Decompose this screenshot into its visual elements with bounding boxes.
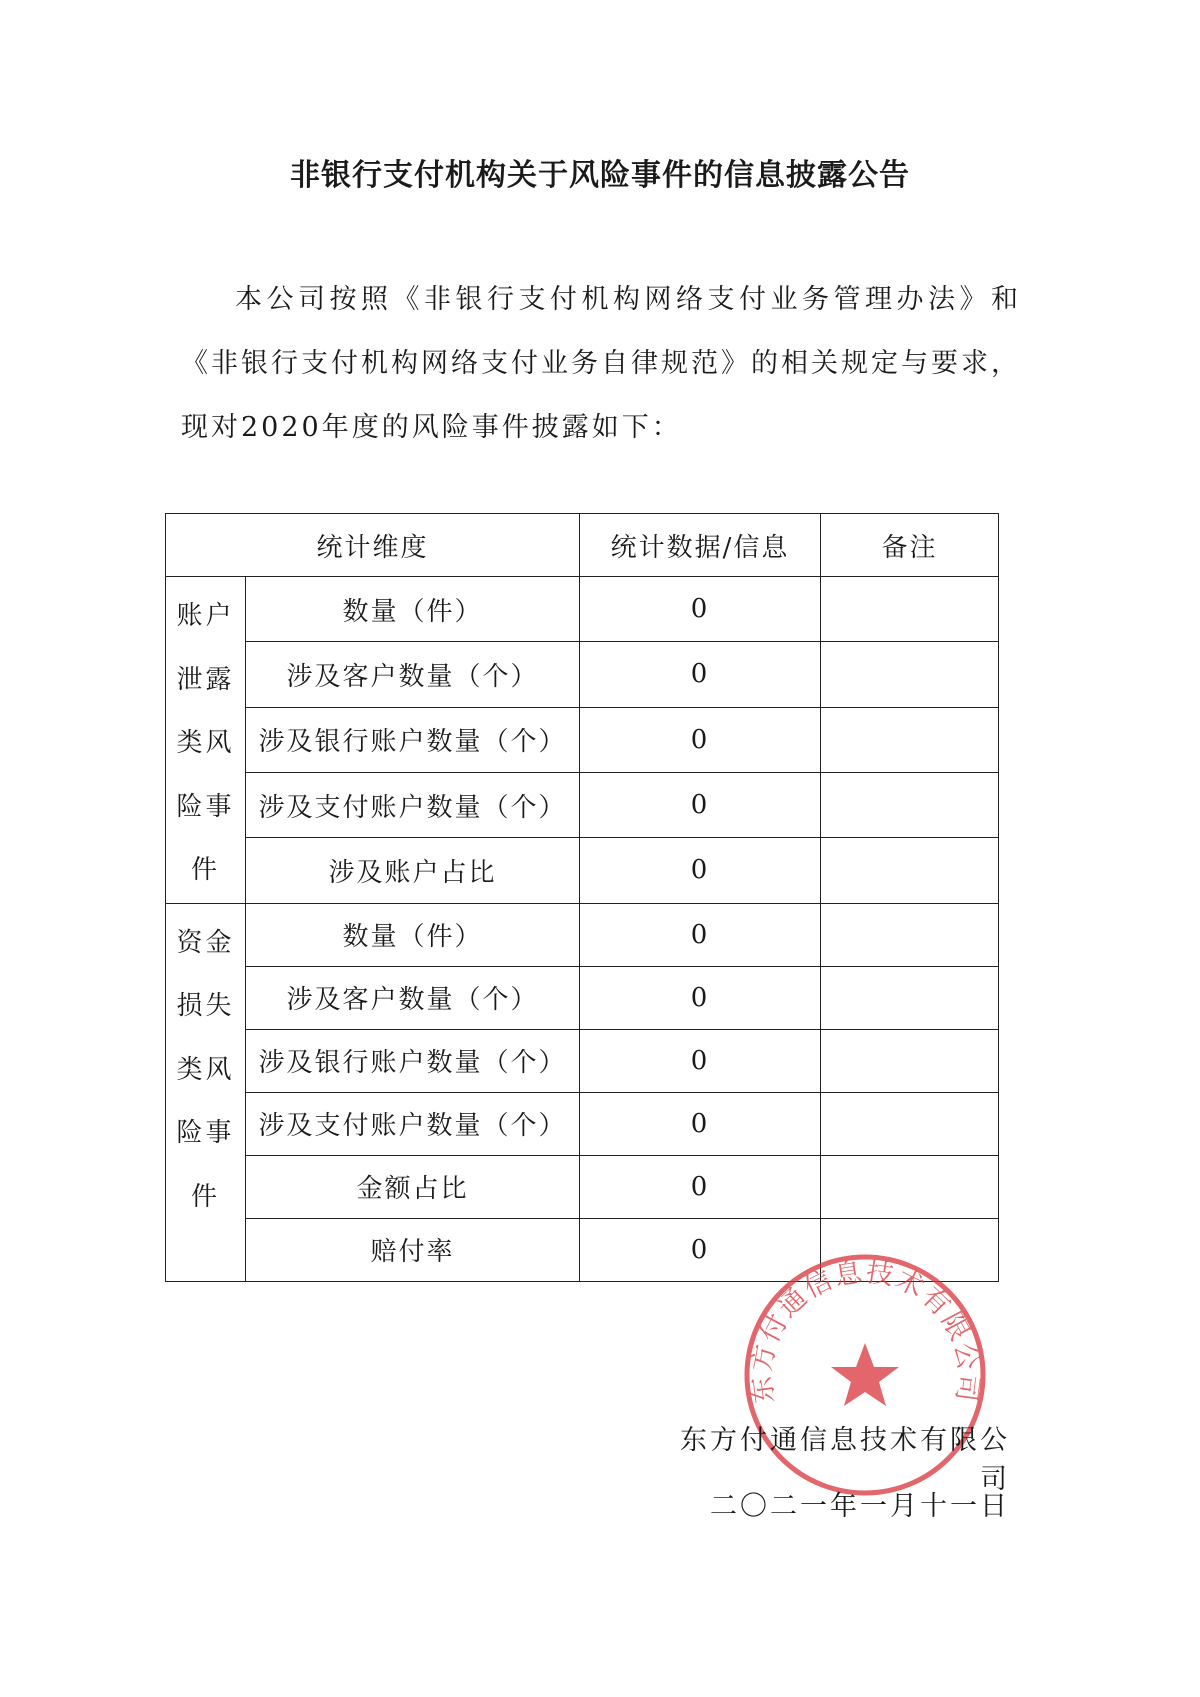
remark-cell — [821, 707, 999, 772]
item-cell: 金额占比 — [246, 1155, 580, 1218]
remark-cell — [821, 903, 999, 966]
risk-statistics-table — [165, 513, 999, 1282]
value-cell: 0 — [580, 707, 821, 772]
signature-company: 东方付通信息技术有限公司 — [680, 1425, 1010, 1495]
document-title: 非银行支付机构关于风险事件的信息披露公告 — [290, 158, 910, 193]
category-label: 账户泄露类风险事件 — [176, 601, 235, 885]
value-cell: 0 — [580, 577, 821, 642]
remark-cell — [821, 1029, 999, 1092]
item-cell: 数量（件） — [246, 577, 580, 642]
remark-cell — [821, 1155, 999, 1218]
table-row — [166, 1155, 999, 1218]
seal-text: 东方付通信息技术有限公司 — [746, 1256, 984, 1406]
table-body — [166, 577, 999, 1282]
remark-cell — [821, 642, 999, 707]
table-row — [166, 707, 999, 772]
remark-cell — [821, 1092, 999, 1155]
value-cell: 0 — [580, 966, 821, 1029]
value-cell: 0 — [580, 772, 821, 837]
table-row — [166, 1092, 999, 1155]
category-label: 资金损失类风险事件 — [176, 927, 235, 1212]
value-cell: 0 — [580, 642, 821, 707]
header-data: 统计数据/信息 — [580, 514, 821, 577]
item-cell: 涉及客户数量（个） — [246, 642, 580, 707]
table-row — [166, 1029, 999, 1092]
value-cell: 0 — [580, 838, 821, 903]
table-row — [166, 838, 999, 903]
value-cell: 0 — [580, 903, 821, 966]
category-cell — [166, 903, 246, 1281]
value-cell: 0 — [580, 1029, 821, 1092]
table-row — [166, 966, 999, 1029]
remark-cell — [821, 577, 999, 642]
item-cell: 涉及支付账户数量（个） — [246, 772, 580, 837]
item-cell: 涉及账户占比 — [246, 838, 580, 903]
remark-cell — [821, 838, 999, 903]
item-cell: 赔付率 — [246, 1218, 580, 1281]
value-cell: 0 — [580, 1092, 821, 1155]
header-dimension: 统计维度 — [166, 514, 580, 577]
table-row — [166, 577, 999, 642]
item-cell: 涉及支付账户数量（个） — [246, 1092, 580, 1155]
table-row — [166, 903, 999, 966]
remark-cell — [821, 966, 999, 1029]
document-body: 本公司按照《非银行支付机构网络支付业务管理办法》和《非银行支付机构网络支付业务自律规范》的相关规定与要求，现对2020年度的风险事件披露如下： — [181, 284, 1021, 443]
item-cell: 涉及银行账户数量（个） — [246, 1029, 580, 1092]
item-cell: 涉及客户数量（个） — [246, 966, 580, 1029]
category-cell — [166, 577, 246, 904]
value-cell: 0 — [580, 1218, 821, 1281]
item-cell: 涉及银行账户数量（个） — [246, 707, 580, 772]
signature-date: 二〇二一年一月十一日 — [710, 1491, 1010, 1522]
table-row — [166, 772, 999, 837]
header-remark: 备注 — [821, 514, 999, 577]
table-row — [166, 642, 999, 707]
remark-cell — [821, 772, 999, 837]
table-header-row — [166, 514, 999, 577]
value-cell: 0 — [580, 1155, 821, 1218]
seal-star-icon — [831, 1343, 899, 1406]
item-cell: 数量（件） — [246, 903, 580, 966]
